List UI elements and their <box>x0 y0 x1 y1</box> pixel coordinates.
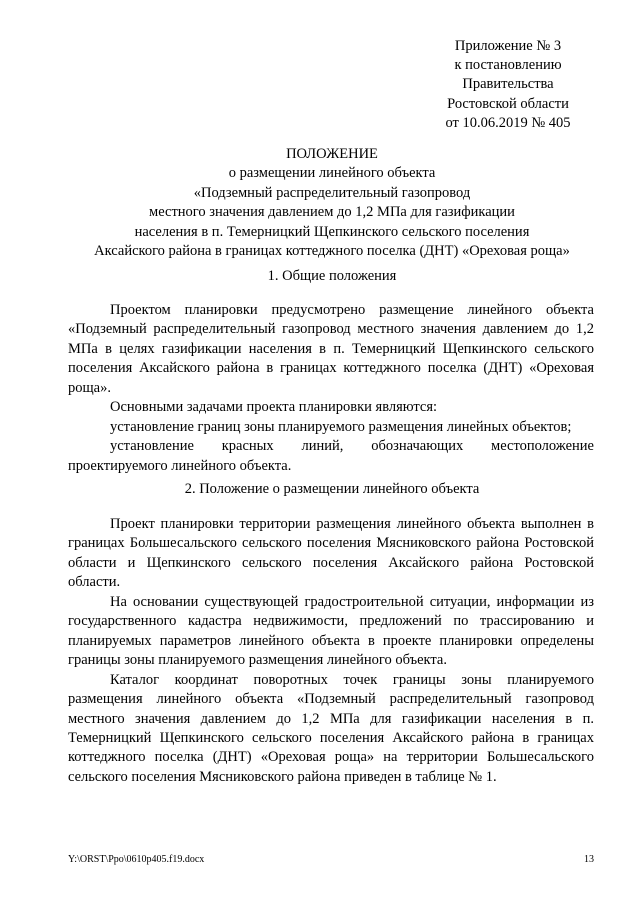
title-line: местного значения давлением до 1,2 МПа для газификации <box>149 204 515 221</box>
appendix-block <box>418 37 598 133</box>
title-heading: ПОЛОЖЕНИЕ <box>286 146 378 162</box>
appendix-line: от 10.06.2019 № 405 <box>445 114 571 131</box>
footer-file-path: Y:\ORST\Ppo\0610p405.f19.docx <box>68 854 205 865</box>
paragraph: Проектом планировки предусмотрено размещение линейного объекта «Подземный распределительный газопровод местного значения давлением до 1,2 МПа в целях газификации населения в п. Темерницкий Щепкинского сельского поселения Аксайского района в границах коттеджного поселка (ДНТ) «Ореховая роща». <box>68 302 594 396</box>
paragraph: установление границ зоны планируемого размещения линейных объектов; <box>110 418 572 435</box>
paragraph: установление красных линий, обозначающих местоположение проектируемого линейного объекта. <box>68 438 594 474</box>
paragraph: Каталог координат поворотных точек границы зоны планируемого размещения линейного объекта «Подземный распределительный газопровод местного значения давлением до 1,2 МПа для газификации населения в п. Темерницкий Щепкинского сельского поселения Аксайского района в границах коттеджного поселка (ДНТ) «Ореховая роща» на территории Большесальского сельского поселения Мясниковского района приведен в таблице № 1. <box>68 671 594 785</box>
section-2-body <box>68 515 594 787</box>
document-title <box>68 145 596 261</box>
paragraph: Проект планировки территории размещения линейного объекта выполнен в границах Большесальского сельского поселения Мясниковского района Ростовской области и Щепкинского сельского поселения Аксайского района Ростовской области. <box>68 516 594 591</box>
title-line: о размещении линейного объекта <box>228 165 436 182</box>
section-1-heading: 1. Общие положения <box>267 268 397 284</box>
title-line: Аксайского района в границах коттеджного поселка (ДНТ) «Ореховая роща» <box>94 243 570 260</box>
section-2-heading: 2. Положение о размещении линейного объекта <box>184 481 480 497</box>
appendix-line: Приложение № 3 <box>454 38 562 54</box>
appendix-line: к постановлению <box>454 57 562 74</box>
appendix-line: Правительства <box>462 76 554 93</box>
title-line: населения в п. Темерницкий Щепкинского сельского поселения <box>134 223 530 240</box>
paragraph: Основными задачами проекта планировки являются: <box>110 399 438 416</box>
paragraph: На основании существующей градостроительной ситуации, информации из государственного кадастра недвижимости, предложений по трассированию и планируемых параметров линейного объекта в проекте планировки определены границы зоны планируемого размещения линейного объекта. <box>68 593 594 669</box>
section-1-body <box>68 301 594 476</box>
appendix-line: Ростовской области <box>447 95 569 112</box>
title-line: «Подземный распределительный газопровод <box>193 184 471 201</box>
page-number: 13 <box>584 854 594 865</box>
